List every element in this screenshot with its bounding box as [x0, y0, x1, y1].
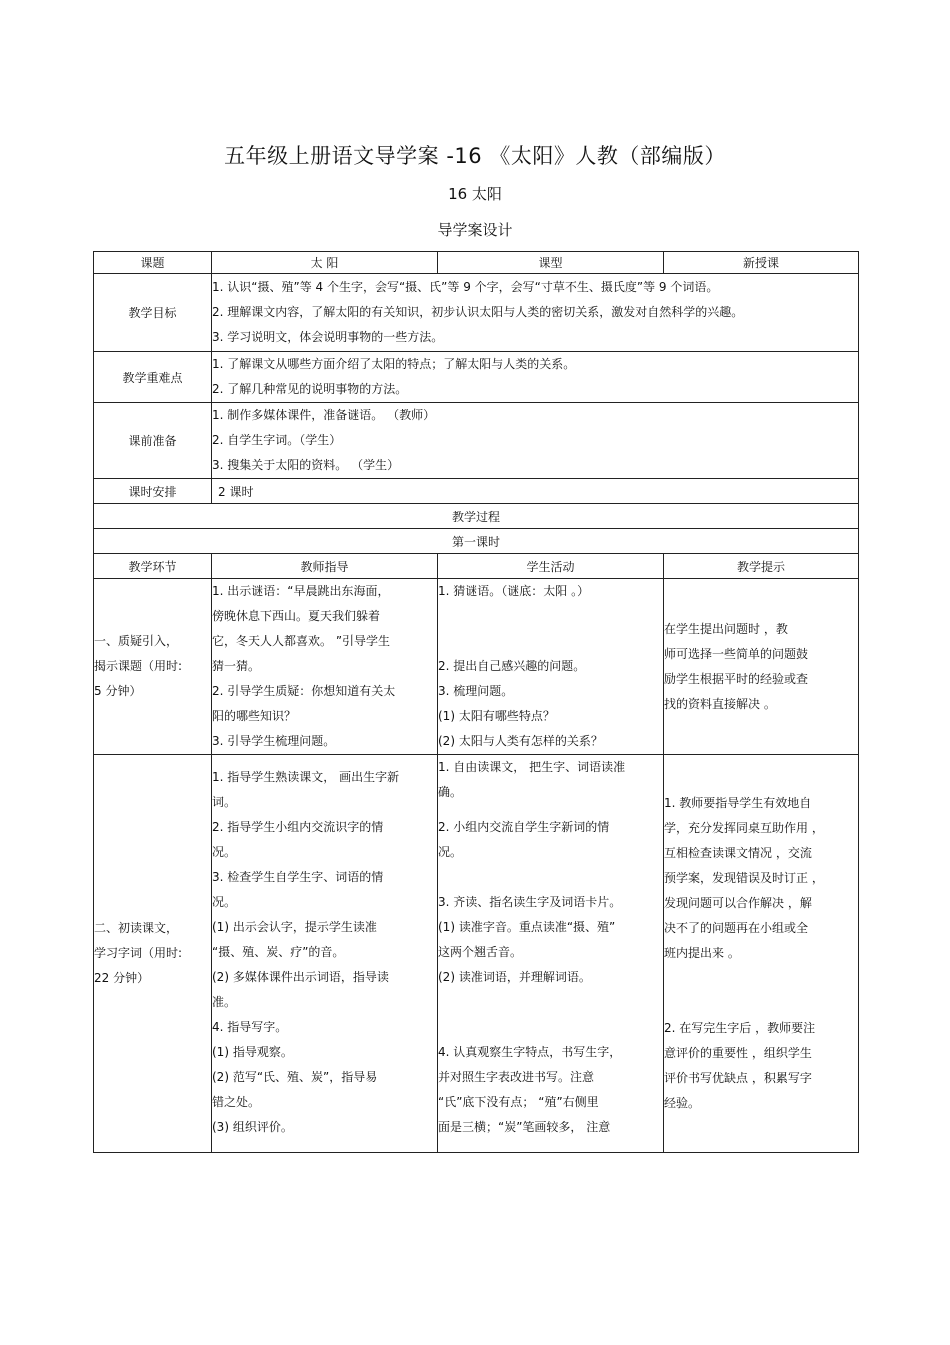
- tip-line: 互相检查读课文情况 ，交流: [664, 846, 812, 860]
- student-line: 况。: [438, 845, 463, 859]
- schedule-value: 2 课时: [212, 479, 859, 504]
- tip-line: 决不了的问题再在小组或全: [664, 921, 809, 935]
- student-line: 面是三横；“炭”笔画较多， 注意: [438, 1120, 611, 1134]
- goals-content: [212, 274, 859, 352]
- teacher-line: 傍晚休息下西山。夏天我们躲着: [212, 609, 381, 623]
- tip-line: 师可选择一些简单的问题鼓: [664, 646, 809, 661]
- teaching-tip-cell: [664, 755, 859, 1153]
- process-title-row: [94, 504, 859, 529]
- design-heading: 导学案设计: [437, 221, 513, 239]
- preparation-label: 课前准备: [94, 403, 212, 479]
- tip-line: 励学生根据平时的经验或查: [664, 671, 809, 686]
- teacher-line: 准。: [212, 995, 237, 1009]
- first-period-title: 第一课时: [94, 529, 859, 554]
- student-line: (2) 太阳与人类有怎样的关系？: [438, 734, 603, 748]
- teacher-line: (1) 出示会认字，提示学生读准: [212, 920, 377, 934]
- stage-cell: [94, 755, 212, 1153]
- student-line: 1. 猜谜语。（谜底：太阳 。）: [438, 584, 590, 598]
- student-line: (1) 读准字音。重点读准“摄、殖”: [438, 920, 616, 934]
- tip-line: 班内提出来 。: [664, 946, 740, 960]
- student-line: 这两个翘舌音。: [438, 945, 523, 959]
- teacher-line: 2. 引导学生质疑：你想知道有关太: [212, 684, 396, 698]
- preparation-content: [212, 403, 859, 479]
- topic-label: 课题: [94, 252, 212, 274]
- stage-line: 22 分钟）: [94, 971, 150, 985]
- student-line: 3. 齐读、指名读生字及词语卡片。: [438, 895, 622, 909]
- student-line: 3. 梳理问题。: [438, 684, 514, 698]
- column-header: 学生活动: [438, 554, 664, 579]
- preparation-line: 3. 搜集关于太阳的资料。 （学生）: [212, 458, 400, 472]
- key-points-label: 教学重难点: [94, 352, 212, 403]
- key-points-content: [212, 352, 859, 403]
- teacher-line: “摄、殖、炭、疗”的音。: [212, 945, 345, 959]
- preparation-row: [94, 403, 859, 479]
- preparation-line: 1. 制作多媒体课件，准备谜语。 （教师）: [212, 408, 436, 422]
- preparation-line: 2. 自学生字词。（学生）: [212, 433, 342, 447]
- tip-line: 找的资料直接解决 。: [664, 696, 776, 711]
- tip-line: 2. 在写完生字后 ，教师要注: [664, 1021, 816, 1035]
- column-header: 教学环节: [94, 554, 212, 579]
- student-line: “氏”底下没有点； “殖”右侧里: [438, 1095, 599, 1109]
- lesson-plan-table: [93, 251, 859, 1153]
- teacher-line: 2. 指导学生小组内交流识字的情: [212, 820, 384, 834]
- teacher-line: (3) 组织评价。: [212, 1120, 293, 1134]
- teacher-guidance-cell: [212, 755, 438, 1153]
- goal-line: 2. 理解课文内容，了解太阳的有关知识，初步认识太阳与人类的密切关系，激发对自然科学的兴趣。: [212, 305, 744, 319]
- stage-line: 二、初读课文，: [94, 921, 179, 935]
- student-line: 2. 提出自己感兴趣的问题。: [438, 659, 586, 673]
- tip-line: 学，充分发挥同桌互助作用 ，: [664, 821, 824, 835]
- teacher-line: 猜一猜。: [212, 659, 261, 673]
- stage-row-2: [94, 755, 859, 1153]
- lesson-heading: 16 太阳: [448, 185, 502, 203]
- document-title: 五年级上册语文导学案 -16 《太阳》人教（部编版）: [224, 144, 726, 168]
- topic-value: 太 阳: [212, 252, 438, 274]
- stage-line: 学习字词（用时:: [94, 946, 183, 960]
- process-title: 教学过程: [94, 504, 859, 529]
- teaching-tip-cell: [664, 579, 859, 755]
- student-line: (2) 读准词语，并理解词语。: [438, 970, 591, 984]
- student-activity-cell: [438, 755, 664, 1153]
- student-line: 确。: [438, 785, 463, 799]
- student-line: 2. 小组内交流自学生字新词的情: [438, 820, 610, 834]
- process-header-row: [94, 554, 859, 579]
- tip-line: 意评价的重要性 ，组织学生: [664, 1046, 812, 1060]
- key-points-row: [94, 352, 859, 403]
- tip-line: 在学生提出问题时 ，教: [664, 621, 788, 636]
- schedule-row: [94, 479, 859, 504]
- teacher-line: 1. 出示谜语：“早晨跳出东海面，: [212, 584, 390, 598]
- tip-line: 评价书写优缺点 ，积累写字: [664, 1071, 812, 1085]
- student-line: 并对照生字表改进书写。注意: [438, 1070, 595, 1084]
- teacher-line: 1. 指导学生熟读课文， 画出生字新: [212, 770, 400, 784]
- goal-line: 1. 认识“摄、殖”等 4 个生字，会写“摄、氏”等 9 个字，会写“寸草不生、摄氏度”等 9 个词语。: [212, 280, 719, 294]
- type-value: 新授课: [664, 252, 859, 274]
- teacher-line: (2) 多媒体课件出示词语，指导读: [212, 970, 389, 984]
- type-label: 课型: [438, 252, 664, 274]
- goals-row: [94, 274, 859, 352]
- student-line: 1. 自由读课文， 把生字、词语读准: [438, 760, 626, 774]
- schedule-label: 课时安排: [94, 479, 212, 504]
- goal-line: 3. 学习说明文，体会说明事物的一些方法。: [212, 330, 444, 344]
- teacher-guidance-cell: [212, 579, 438, 755]
- tip-line: 1. 教师要指导学生有效地自: [664, 796, 812, 810]
- column-header: 教学提示: [664, 554, 859, 579]
- tip-line: 预学案，发现错误及时订正 ，: [664, 871, 824, 885]
- tip-line: 经验。: [664, 1096, 701, 1110]
- teacher-line: 3. 检查学生自学生字、词语的情: [212, 870, 384, 884]
- teacher-line: (1) 指导观察。: [212, 1045, 293, 1059]
- teacher-line: (2) 范写“氏、殖、炭”，指导易: [212, 1070, 378, 1084]
- teacher-line: 错之处。: [212, 1095, 261, 1109]
- teacher-line: 况。: [212, 845, 237, 859]
- stage-line: 5 分钟）: [94, 684, 142, 698]
- student-line: 4. 认真观察生字特点，书写生字，: [438, 1045, 622, 1059]
- first-period-row: [94, 529, 859, 554]
- stage-cell: [94, 579, 212, 755]
- teacher-line: 4. 指导写字。: [212, 1020, 288, 1034]
- topic-row: [94, 252, 859, 274]
- teacher-line: 它，冬天人人都喜欢。 ”引导学生: [212, 634, 391, 648]
- stage-line: 揭示课题（用时:: [94, 659, 183, 673]
- column-header: 教师指导: [212, 554, 438, 579]
- stage-line: 一、质疑引入，: [94, 634, 179, 648]
- teacher-line: 况。: [212, 895, 237, 909]
- key-point-line: 1. 了解课文从哪些方面介绍了太阳的特点；了解太阳与人类的关系。: [212, 357, 576, 371]
- teacher-line: 阳的哪些知识？: [212, 709, 297, 723]
- teacher-line: 3. 引导学生梳理问题。: [212, 734, 336, 748]
- teacher-line: 词。: [212, 795, 237, 809]
- goals-label: 教学目标: [94, 274, 212, 352]
- stage-row-1: [94, 579, 859, 755]
- key-point-line: 2. 了解几种常见的说明事物的方法。: [212, 382, 408, 396]
- tip-line: 发现问题可以合作解决 ，解: [664, 896, 812, 910]
- student-activity-cell: [438, 579, 664, 755]
- student-line: (1) 太阳有哪些特点？: [438, 709, 555, 723]
